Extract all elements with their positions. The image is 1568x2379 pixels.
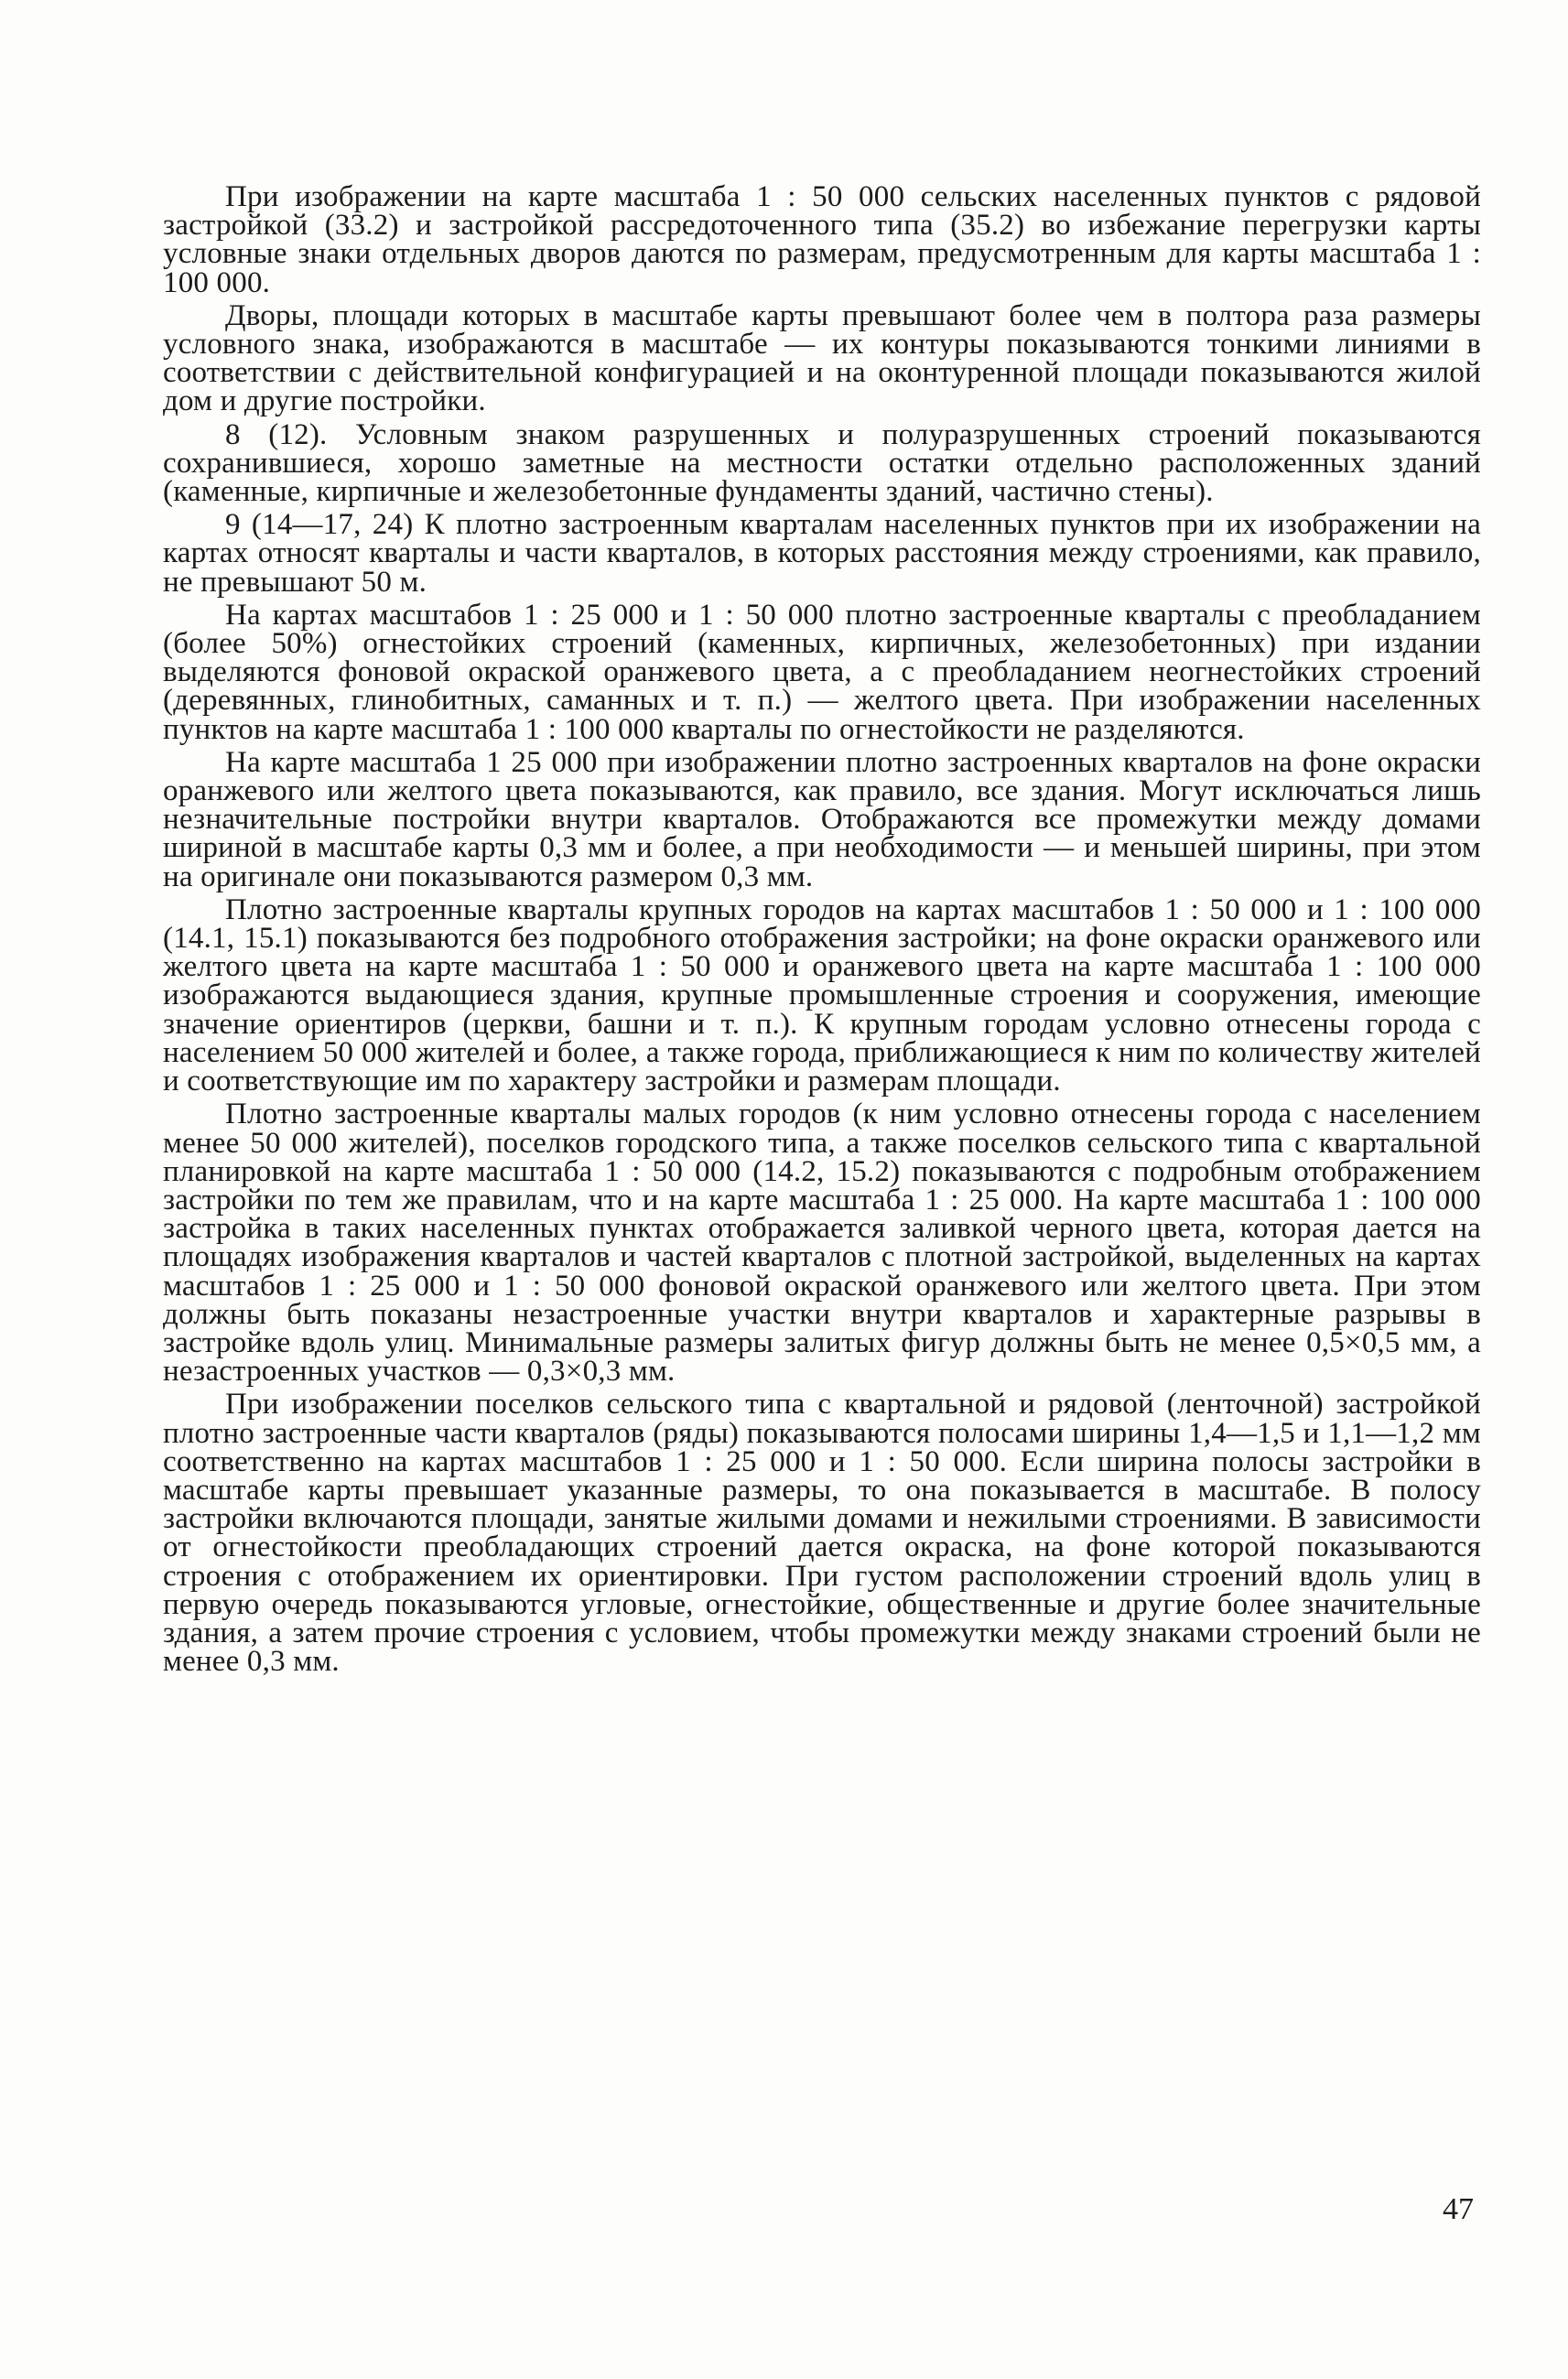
paragraph-7: Плотно застроенные кварталы крупных городов на картах масштабов 1 : 50 000 и 1 : 100 000 (14.1, 15.1) показываются без подробного отображения застройки; на фоне окраски оранжевого или желтого цвета на карте масштаба 1 : 50 000 и оранжевого цвета на карте масштаба 1 : 100 000 изображаются выдающиеся здания, крупные промышленные строения и сооружения, имеющие значение ориентиров (церкви, башни и т. п.). К крупным городам условно отнесены города с населением 50 000 жителей и более, а также города, приближающиеся к ним по количеству жителей и соответствующие им по характеру застройки и размерам площади. bbox=[163, 892, 1481, 1098]
body-text bbox=[163, 180, 1481, 1679]
paragraph-6: На карте масштаба 1 25 000 при изображении плотно застроенных кварталов на фоне окраски оранжевого или желтого цвета показываются, как правило, все здания. Могут исключаться лишь незначительные постройки внутри кварталов. Отображаются все промежутки между домами шириной в масштабе карты 0,3 мм и более, а при необходимости — и меньшей ширины, при этом на оригинале они показываются размером 0,3 мм. bbox=[163, 745, 1481, 893]
paragraph-8: Плотно застроенные кварталы малых городов (к ним условно отнесены города с населением менее 50 000 жителей), поселков городского типа, а также поселков сельского типа с квартальной планировкой на карте масштаба 1 : 50 000 (14.2, 15.2) показываются с подробным отображением застройки по тем же правилам, что и на карте масштаба 1 : 25 000. На карте масштаба 1 : 100 000 застройка в таких населенных пунктах отображается заливкой черного цвета, которая дается на площадях изображения кварталов и частей кварталов с плотной застройкой, выделенных на картах масштабов 1 : 25 000 и 1 : 50 000 фоновой окраской оранжевого или желтого цвета. При этом должны быть показаны незастроенные участки внутри кварталов и характерные разрывы в застройке вдоль улиц. Минимальные размеры залитых фигур должны быть не менее 0,5×0,5 мм, а незастроенных участков — 0,3×0,3 мм. bbox=[163, 1098, 1481, 1389]
page-number: 47 bbox=[1443, 2192, 1474, 2226]
paragraph-5: На картах масштабов 1 : 25 000 и 1 : 50 000 плотно застроенные кварталы с преобладанием (более 50%) огнестойких строений (каменных, кирпичных, железобетонных) при издании выделяются фоновой окраской оранжевого цвета, а с преобладанием неогнестойких строений (деревянных, глинобитных, саманных и т. п.) — желтого цвета. При изображении населенных пунктов на карте масштаба 1 : 100 000 кварталы по огнестойкости не разделяются. bbox=[163, 598, 1481, 746]
paragraph-3: 8 (12). Условным знаком разрушенных и полуразрушенных строений показываются сохранившиеся, хорошо заметные на местности остатки отдельно расположенных зданий (каменные, кирпичные и железобетонные фундаменты зданий, частично стены). bbox=[163, 417, 1481, 509]
paragraph-2: Дворы, площади которых в масштабе карты превышают более чем в полтора раза размеры условного знака, изображаются в масштабе — их контуры показываются тонкими линиями в соответствии с действительной конфигурацией и на оконтуренной площади показываются жилой дом и другие постройки. bbox=[163, 298, 1481, 418]
paragraph-9: При изображении поселков сельского типа с квартальной и рядовой (ленточной) застройкой плотно застроенные части кварталов (ряды) показываются полосами ширины 1,4—1,5 и 1,1—1,2 мм соответственно на картах масштабов 1 : 25 000 и 1 : 50 000. Если ширина полосы застройки в масштабе карты превышает указанные размеры, то она показывается в масштабе. В полосу застройки включаются площади, занятые жилыми домами и нежилыми строениями. В зависимости от огнестойкости преобладающих строений дается окраска, на фоне которой показываются строения с отображением их ориентировки. При густом расположении строений вдоль улиц в первую очередь показываются угловые, огнестойкие, общественные и другие более значительные здания, а затем прочие строения с условием, чтобы промежутки между знаками строений были не менее 0,3 мм. bbox=[163, 1388, 1481, 1679]
paragraph-4: 9 (14—17, 24) К плотно застроенным кварталам населенных пунктов при их изображении на картах относят кварталы и части кварталов, в которых расстояния между строениями, как правило, не превышают 50 м. bbox=[163, 508, 1481, 599]
paragraph-1: При изображении на карте масштаба 1 : 50 000 сельских населенных пунктов с рядовой застройкой (33.2) и застройкой рассредоточенного типа (35.2) во избежание перегрузки карты условные знаки отдельных дворов даются по размерам, предусмотренным для карты масштаба 1 : 100 000. bbox=[163, 180, 1481, 299]
